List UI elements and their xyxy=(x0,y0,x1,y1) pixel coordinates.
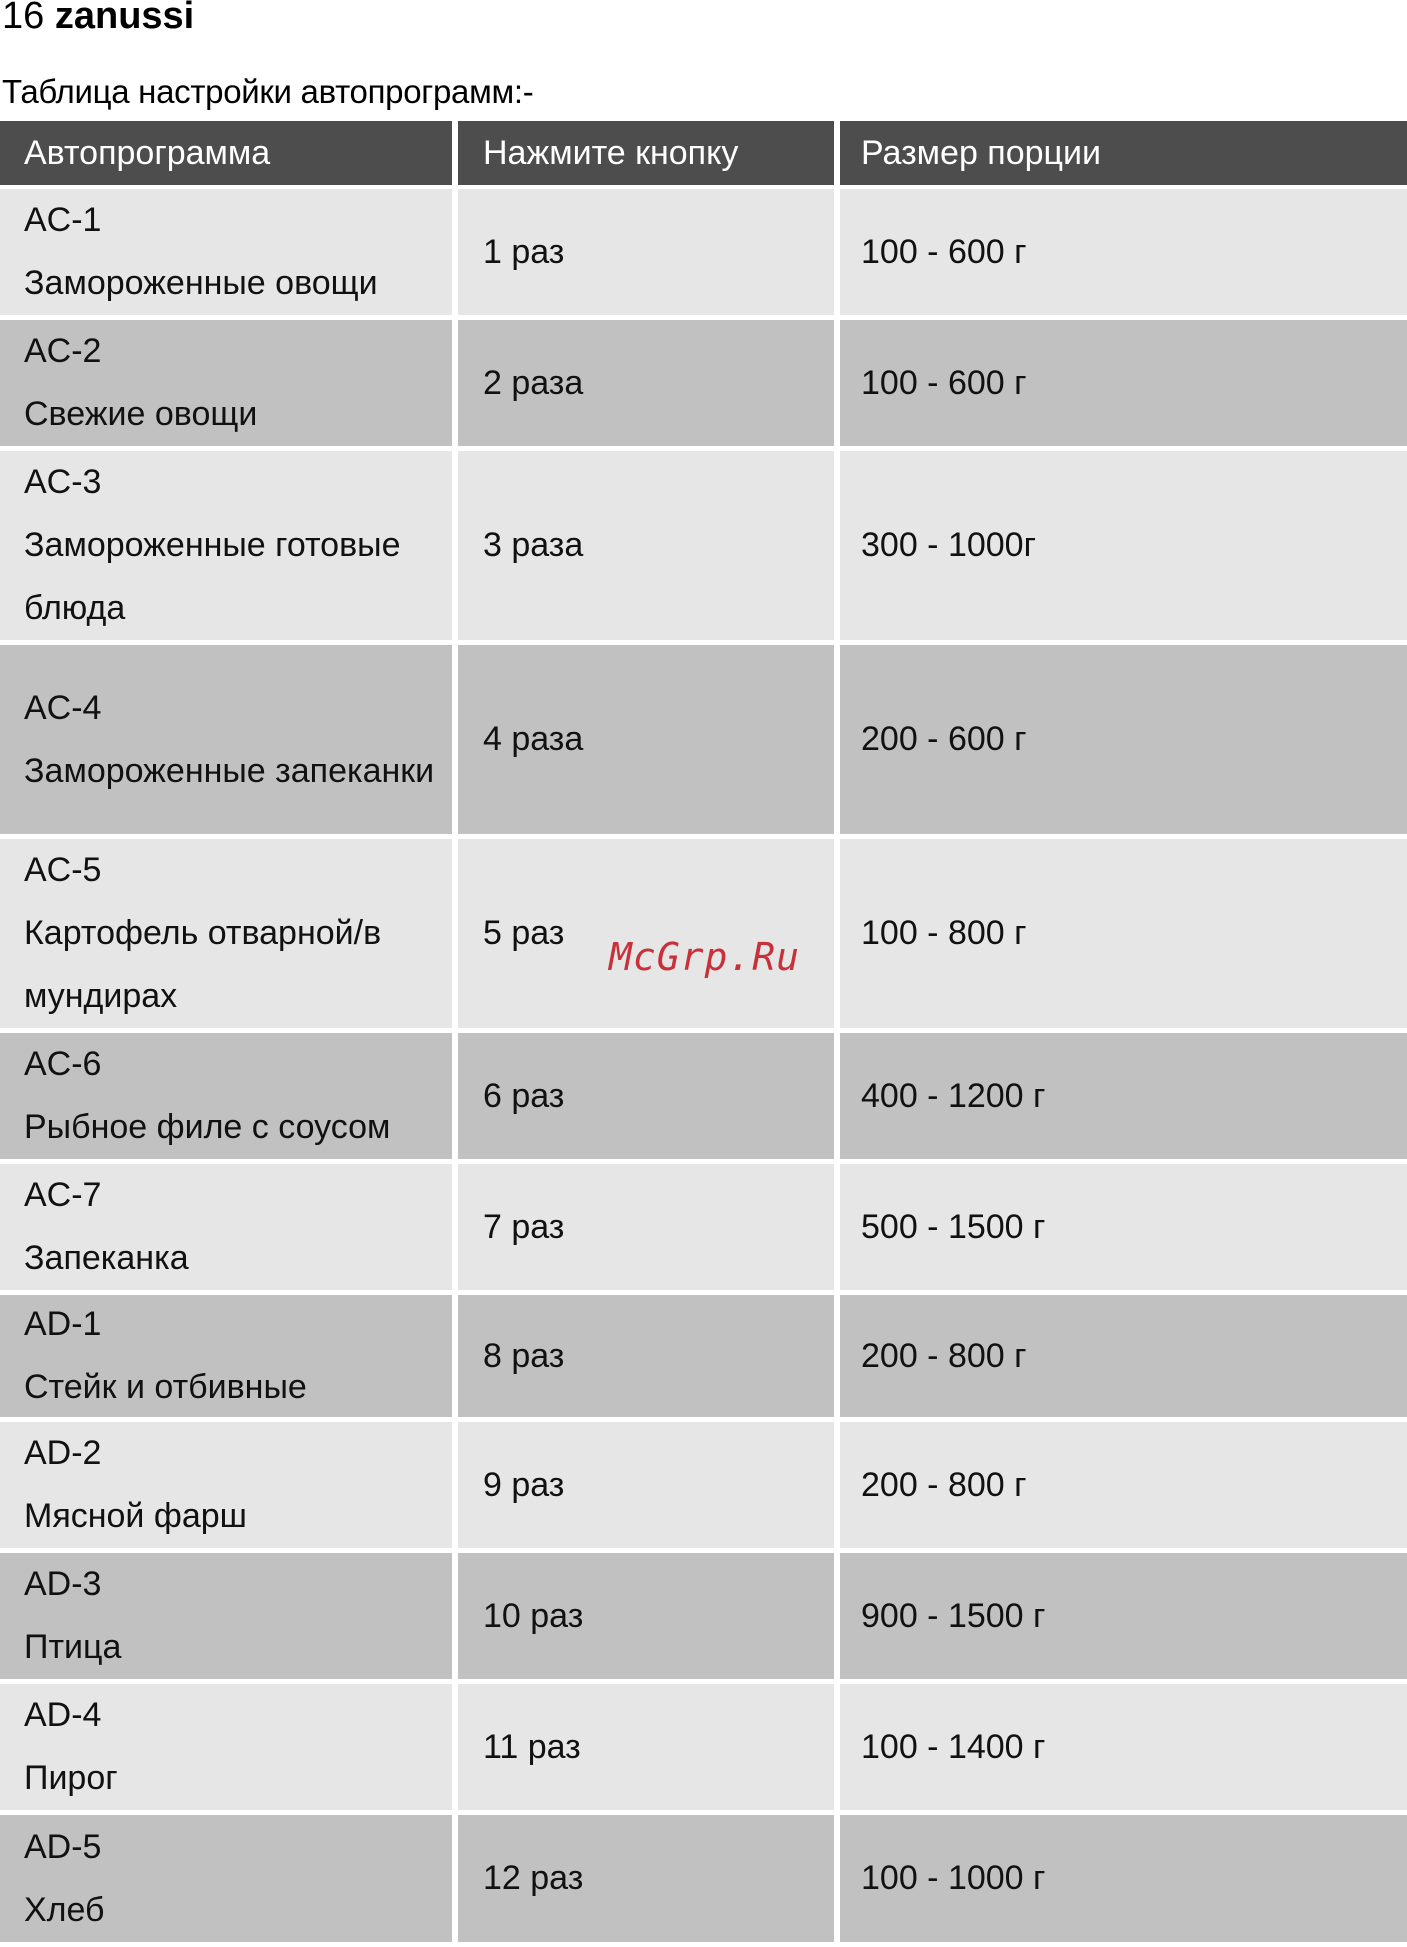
presses-cell: 6 раз xyxy=(458,1033,834,1159)
program-cell xyxy=(0,320,452,446)
portion-cell: 400 - 1200 г xyxy=(840,1033,1407,1159)
program-name: Замороженные запеканки xyxy=(24,751,435,790)
portion-cell: 100 - 600 г xyxy=(840,189,1407,315)
program-name: Свежие овощи xyxy=(24,395,258,433)
table-row xyxy=(0,189,1407,320)
presses-cell: 9 раз xyxy=(458,1422,834,1548)
program-code: AC-1 xyxy=(24,201,102,239)
program-code: AD-5 xyxy=(24,1827,102,1866)
program-name: Замороженные готовые блюда xyxy=(24,526,401,627)
program-code: AD-2 xyxy=(24,1434,102,1472)
portion-cell: 300 - 1000г xyxy=(840,451,1407,640)
table-row xyxy=(0,320,1407,451)
program-code: AD-4 xyxy=(24,1696,102,1734)
portion-cell: 100 - 1400 г xyxy=(840,1684,1407,1810)
table-row xyxy=(0,451,1407,645)
header-portion: Размер порции xyxy=(840,121,1407,185)
program-code: AC-5 xyxy=(24,851,102,889)
program-cell xyxy=(0,451,452,640)
program-cell xyxy=(0,189,452,315)
table-row xyxy=(0,1033,1407,1164)
program-code: AC-7 xyxy=(24,1176,102,1214)
program-cell xyxy=(0,1553,452,1679)
table-row xyxy=(0,1815,1407,1947)
program-cell xyxy=(0,1164,452,1290)
table-row xyxy=(0,1295,1407,1422)
portion-cell: 200 - 800 г xyxy=(840,1422,1407,1548)
portion-cell: 200 - 800 г xyxy=(840,1295,1407,1417)
header-program: Автопрограмма xyxy=(0,121,452,185)
presses-cell: 10 раз xyxy=(458,1553,834,1679)
presses-cell: 7 раз xyxy=(458,1164,834,1290)
table-row xyxy=(0,1553,1407,1684)
program-name: Картофель отварной/в мундирах xyxy=(24,914,382,1015)
presses-cell: 2 раза xyxy=(458,320,834,446)
table-header-row xyxy=(0,121,1407,189)
program-code: AC-3 xyxy=(24,463,102,501)
table-row xyxy=(0,1422,1407,1553)
program-cell xyxy=(0,1033,452,1159)
portion-cell: 900 - 1500 г xyxy=(840,1553,1407,1679)
portion-cell: 100 - 1000 г xyxy=(840,1815,1407,1942)
presses-cell: 3 раза xyxy=(458,451,834,640)
presses-cell: 5 раз xyxy=(458,839,834,1028)
portion-cell: 500 - 1500 г xyxy=(840,1164,1407,1290)
autoprogram-table xyxy=(0,121,1407,1947)
portion-cell: 100 - 600 г xyxy=(840,320,1407,446)
program-name: Замороженные овощи xyxy=(24,264,378,302)
program-code: AC-6 xyxy=(24,1045,102,1083)
program-code: AC-2 xyxy=(24,332,102,370)
table-row xyxy=(0,1684,1407,1815)
program-cell xyxy=(0,1422,452,1548)
program-name: Птица xyxy=(24,1628,122,1666)
portion-cell: 200 - 600 г xyxy=(840,645,1407,834)
program-cell xyxy=(0,1684,452,1810)
table-row xyxy=(0,1164,1407,1295)
table-title: Таблица настройки автопрограмм:- xyxy=(2,73,534,110)
program-cell xyxy=(0,645,452,834)
program-name: Мясной фарш xyxy=(24,1497,247,1535)
table-row xyxy=(0,645,1407,839)
program-name: Хлеб xyxy=(24,1890,105,1929)
program-code: AD-3 xyxy=(24,1565,102,1603)
page-number: 16 xyxy=(2,0,45,37)
program-cell xyxy=(0,1295,452,1417)
presses-cell: 11 раз xyxy=(458,1684,834,1810)
program-name: Пирог xyxy=(24,1759,118,1797)
presses-cell: 12 раз xyxy=(458,1815,834,1942)
program-cell xyxy=(0,1815,452,1942)
watermark: McGrp.Ru xyxy=(609,935,801,979)
program-code: AD-1 xyxy=(24,1305,102,1343)
program-name: Запеканка xyxy=(24,1239,189,1277)
portion-cell: 100 - 800 г xyxy=(840,839,1407,1028)
header-presses: Нажмите кнопку xyxy=(458,121,834,185)
program-cell xyxy=(0,839,452,1028)
presses-cell: 1 раз xyxy=(458,189,834,315)
brand-logo: zanussi xyxy=(54,0,195,37)
presses-cell: 8 раз xyxy=(458,1295,834,1417)
presses-cell: 4 раза xyxy=(458,645,834,834)
program-name: Стейк и отбивные xyxy=(24,1368,307,1406)
program-code: AC-4 xyxy=(24,688,102,727)
page-header xyxy=(2,0,194,40)
program-name: Рыбное филе с соусом xyxy=(24,1108,391,1146)
